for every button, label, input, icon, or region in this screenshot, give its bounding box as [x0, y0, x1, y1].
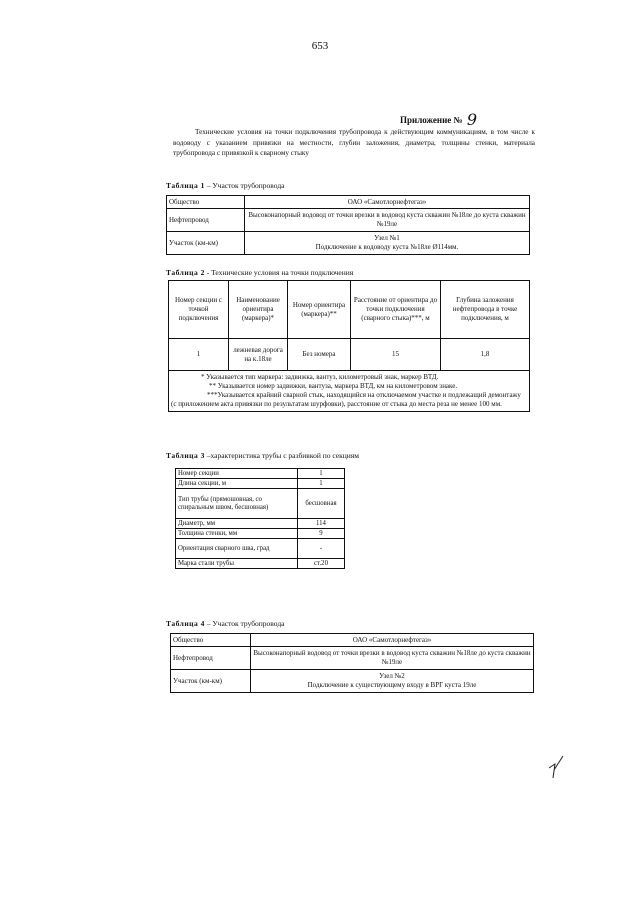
table-row [171, 647, 534, 670]
table2-header: Наименование ориентира (маркера)* [229, 281, 288, 339]
table-row [167, 232, 530, 255]
table4-caption-text: – Участок трубопровода [204, 619, 285, 628]
table1-label: Общество [167, 196, 245, 209]
table-row [176, 519, 345, 529]
table3-label: Марка стали трубы [176, 559, 298, 569]
appendix-title: Приложение № [400, 115, 463, 125]
table3-label: Диаметр, мм [176, 519, 298, 529]
table1-node-desc: Подключение к водоводу куста №18ле Ø114мм. [315, 243, 459, 251]
table-row [176, 559, 345, 569]
table3-value: - [298, 539, 345, 559]
table1-value [245, 232, 530, 255]
appendix-label [400, 108, 477, 127]
table1-label: Нефтепровод [167, 209, 245, 232]
table2-header: Расстояние от ориентира до точки подключения (сварного стыка)***, м [351, 281, 441, 339]
table3-label: Номер секции [176, 469, 298, 479]
table-row [171, 634, 534, 647]
table1-value: Высоконапорный водовод от точки врезки в водовод куста скважин №18ле до куста скважин №19ле [245, 209, 530, 232]
table2-cell: 1,8 [441, 339, 530, 371]
handwritten-signature-mark [545, 752, 569, 782]
table4 [170, 633, 534, 693]
table1-caption-number: Таблица 1 [166, 181, 205, 190]
table3-value: 1 [298, 469, 345, 479]
table-row [176, 489, 345, 519]
table2-caption-text: - Технические условия на точки подключения [204, 268, 354, 277]
table-row [176, 539, 345, 559]
table2-cell: 1 [169, 339, 229, 371]
table1-node: Узел №1 [374, 234, 400, 242]
table-row [167, 196, 530, 209]
table2-cell: Без номера [288, 339, 351, 371]
table3-value: 9 [298, 529, 345, 539]
table3-value: бесшовная [298, 489, 345, 519]
table1 [166, 195, 530, 255]
table-row [176, 479, 345, 489]
table3-label: Тип трубы (прямошовная, со спиральным швом, бесшовная) [176, 489, 298, 519]
table1-value: ОАО «Самотлорнефтегаз» [245, 196, 530, 209]
table1-caption [166, 181, 284, 190]
table2-note: ***Указывается крайний сварной стык, находящийся на отключаемом участке и подлежащий демонтажу (с приложением акта привязки по результатам шурфовки), расстояние от стыка до места реза не менее 100 мм. [171, 391, 521, 408]
table3-label: Ориентация сварного шва, град [176, 539, 298, 559]
table2-header: Номер ориентира (маркера)** [288, 281, 351, 339]
table1-caption-text: – Участок трубопровода [204, 181, 285, 190]
table3-caption-text: –характеристика трубы с разбивкой по секциям [204, 451, 359, 460]
table4-caption-number: Таблица 4 [166, 619, 205, 628]
table4-node: Узел №2 [379, 672, 405, 680]
table-row [167, 209, 530, 232]
table4-value: Высоконапорный водовод от точки врезки в водовод куста скважин №18ле до куста скважин №19ле [251, 647, 534, 670]
appendix-number: 9 [466, 110, 478, 129]
table4-value: ОАО «Самотлорнефтегаз» [251, 634, 534, 647]
table-row [169, 339, 530, 371]
table-row [171, 670, 534, 693]
table-row [176, 469, 345, 479]
table2-header-row [169, 281, 530, 339]
table3-label: Длина секции, м [176, 479, 298, 489]
table2-caption [166, 268, 353, 277]
table4-caption [166, 619, 284, 628]
table2-notes [169, 371, 530, 412]
table2 [168, 280, 530, 412]
table2-header: Глубина заложения нефтепровода в точке подключения, м [441, 281, 530, 339]
table4-node-desc: Подключение к существующему входу в ВРГ куста 19ле [307, 681, 477, 689]
table2-cell: 15 [351, 339, 441, 371]
table4-label: Нефтепровод [171, 647, 251, 670]
table-row [176, 529, 345, 539]
table3-caption [166, 451, 359, 460]
table1-label: Участок (км-км) [167, 232, 245, 255]
table2-notes-row [169, 371, 530, 412]
table3-label: Толщина стенки, мм [176, 529, 298, 539]
table3-value: ст.20 [298, 559, 345, 569]
table2-caption-number: Таблица 2 [166, 268, 205, 277]
table3 [175, 468, 345, 569]
table4-label: Общество [171, 634, 251, 647]
table3-value: 1 [298, 479, 345, 489]
table2-cell: лежневая дорога на к.18ле [229, 339, 288, 371]
table2-note: ** Указывается номер задвижки, вантуза, маркера ВТД, км на километровом знаке. [209, 382, 458, 390]
table2-header: Номер секции с точкой подключения [169, 281, 229, 339]
table2-note: * Указывается тип маркера: задвижка, вантуз, километровый знак, маркер ВТД. [201, 373, 439, 381]
table3-caption-number: Таблица 3 [166, 451, 205, 460]
table3-value: 114 [298, 519, 345, 529]
table4-value [251, 670, 534, 693]
page-number: 653 [311, 40, 329, 52]
intro-paragraph: Технические условия на точки подключения трубопровода к действующим коммуникациям, в том числе к водоводу с указанием привязки на местности, глубин заложения, диаметра, толщины стенки, материала трубопровода с привязкой к сварному стыку [173, 128, 535, 157]
table4-label: Участок (км-км) [171, 670, 251, 693]
